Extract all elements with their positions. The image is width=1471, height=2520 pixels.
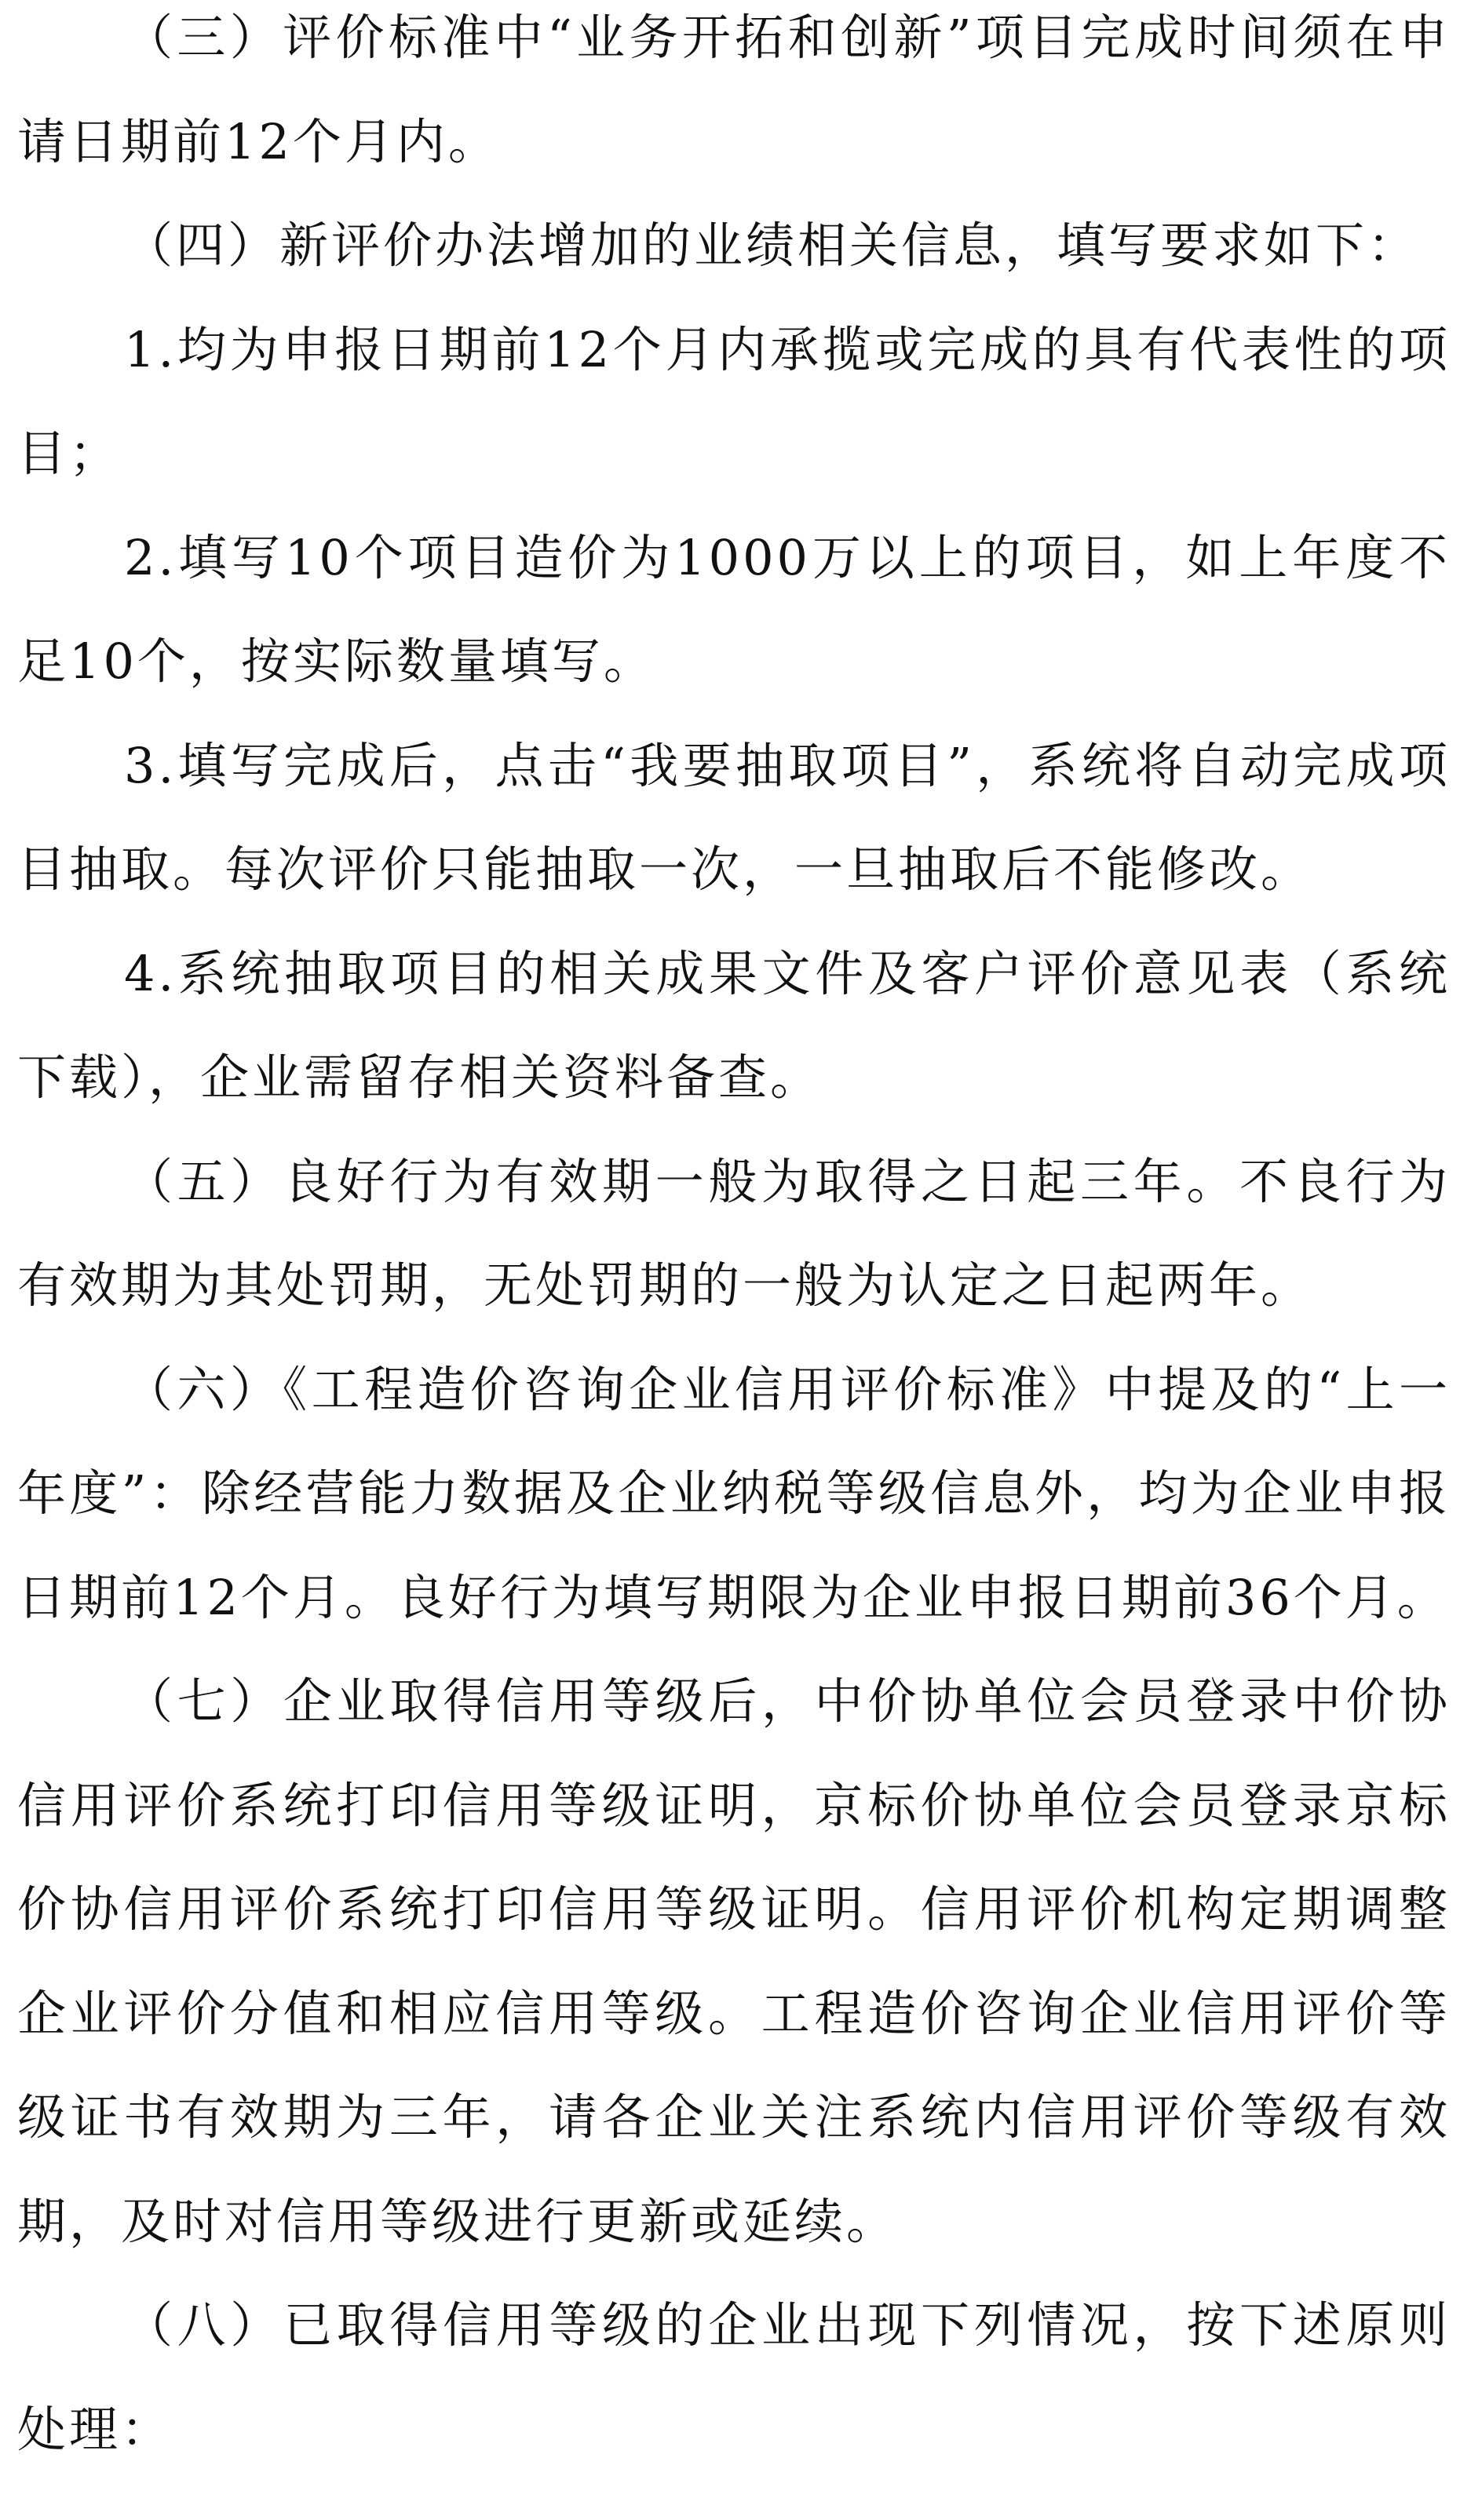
paragraph-item-6-previous-year: （六）《工程造价咨询企业信用评价标准》中提及的“上一年度”：除经营能力数据及企业纳税等级信息外，均为企业申报日期前12个月。良好行为填写期限为企业申报日期前36个月。 bbox=[17, 1360, 1451, 1626]
paragraph-item-3-completion-period: （三）评价标准中“业务开拓和创新”项目完成时间须在申请日期前12个月内。 bbox=[17, 9, 1451, 170]
paragraph-subitem-2: 2.填写10个项目造价为1000万以上的项目，如上年度不足10个，按实际数量填写。 bbox=[17, 528, 1451, 690]
paragraph-item-8-handling: （八）已取得信用等级的企业出现下列情况，按下述原则处理： bbox=[17, 2296, 1451, 2458]
paragraph-item-5-validity: （五）良好行为有效期一般为取得之日起三年。不良行为有效期为其处罚期，无处罚期的一般为认定之日起两年。 bbox=[17, 1152, 1451, 1314]
paragraph-subitem-1: 1.均为申报日期前12个月内承揽或完成的具有代表性的项目； bbox=[17, 320, 1451, 482]
paragraph-subitem-3: 3.填写完成后，点击“我要抽取项目”，系统将自动完成项目抽取。每次评价只能抽取一次，一旦抽取后不能修改。 bbox=[17, 736, 1451, 898]
paragraph-item-7-credit-level: （七）企业取得信用等级后，中价协单位会员登录中价协信用评价系统打印信用等级证明，京标价协单位会员登录京标价协信用评价系统打印信用等级证明。信用评价机构定期调整企业评价分值和相应信用等级。工程造价咨询企业信用评价等级证书有效期为三年，请各企业关注系统内信用评价等级有效期，及时对信用等级进行更新或延续。 bbox=[17, 1672, 1451, 2250]
paragraph-subitem-4: 4.系统抽取项目的相关成果文件及客户评价意见表（系统下载），企业需留存相关资料备查。 bbox=[17, 944, 1451, 1106]
paragraph-item-4-heading: （四）新评价办法增加的业绩相关信息，填写要求如下： bbox=[124, 217, 1420, 274]
